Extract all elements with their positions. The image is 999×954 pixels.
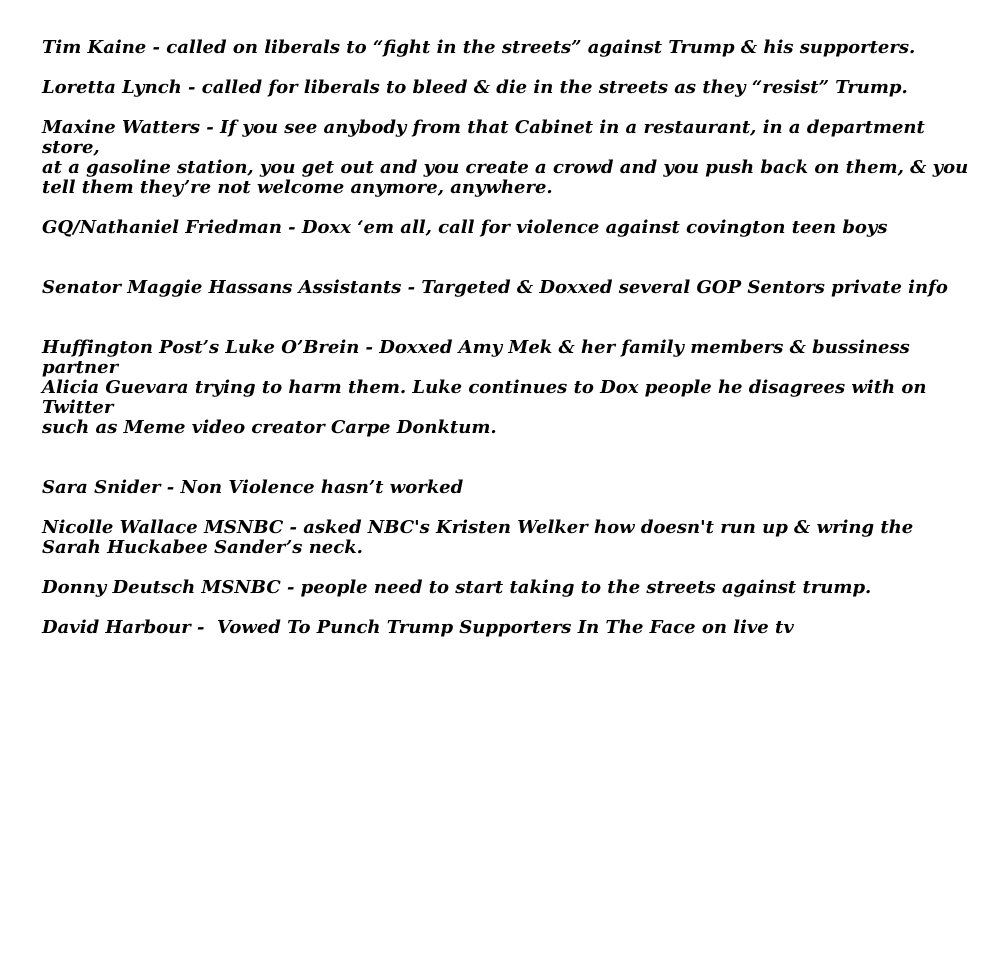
entry-sara-snider xyxy=(42,478,982,498)
entry-line: at a gasoline station, you get out and you create a crowd and you push back on them, & you xyxy=(42,157,969,178)
entry-line: Sarah Huckabee Sander’s neck. xyxy=(42,537,363,558)
entry-nicolle-wallace xyxy=(42,518,982,558)
entry-maggie-hassan-assistants xyxy=(42,278,982,298)
document-body xyxy=(42,38,982,638)
entry-david-harbour xyxy=(42,618,982,638)
entry-gq-nathaniel-friedman xyxy=(42,218,982,238)
entry-line: Nicolle Wallace MSNBC - asked NBC's Kristen Welker how doesn't run up & wring the xyxy=(42,517,914,538)
entry-donny-deutsch xyxy=(42,578,982,598)
entry-line: Sara Snider - Non Violence hasn’t worked xyxy=(42,477,464,498)
entry-line: Maxine Watters - If you see anybody from that Cabinet in a restaurant, in a department store, xyxy=(42,117,925,158)
entry-luke-obrein xyxy=(42,338,982,438)
entry-line: such as Meme video creator Carpe Donktum. xyxy=(42,417,497,438)
entry-maxine-watters xyxy=(42,118,982,198)
entry-tim-kaine xyxy=(42,38,982,58)
entry-line: Donny Deutsch MSNBC - people need to start taking to the streets against trump. xyxy=(42,577,872,598)
entry-line: David Harbour - Vowed To Punch Trump Supporters In The Face on live tv xyxy=(42,617,794,638)
entry-loretta-lynch xyxy=(42,78,982,98)
entry-line: Tim Kaine - called on liberals to “fight in the streets” against Trump & his supporters. xyxy=(42,37,916,58)
entry-line: Loretta Lynch - called for liberals to bleed & die in the streets as they “resist” Trump. xyxy=(42,77,908,98)
entry-line: Huffington Post’s Luke O’Brein - Doxxed Amy Mek & her family members & bussiness partner xyxy=(42,337,910,378)
entry-line: Alicia Guevara trying to harm them. Luke continues to Dox people he disagrees with on Twitter xyxy=(42,377,927,418)
entry-line: GQ/Nathaniel Friedman - Doxx ‘em all, call for violence against covington teen boys xyxy=(42,217,888,238)
entry-line: Senator Maggie Hassans Assistants - Targeted & Doxxed several GOP Sentors private info xyxy=(42,277,948,298)
entry-line: tell them they’re not welcome anymore, anywhere. xyxy=(42,177,553,198)
